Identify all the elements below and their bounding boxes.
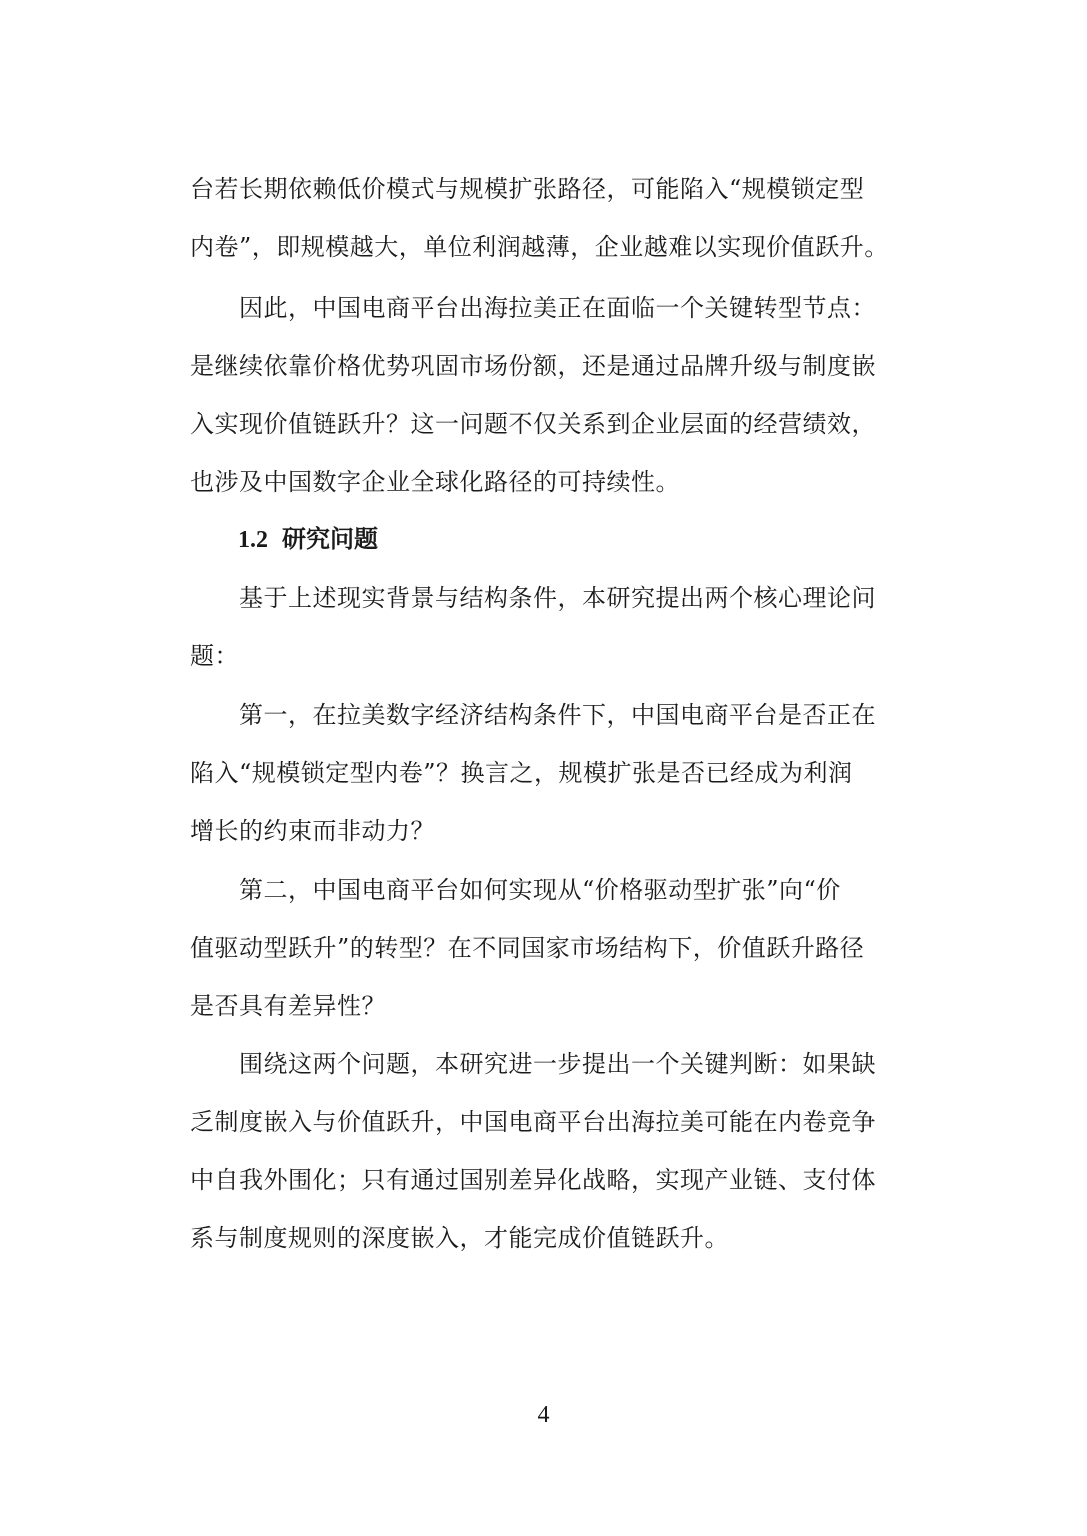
section-number: 1.2 [238,527,268,553]
body-text-line: 台若长期依赖低价模式与规模扩张路径，可能陷入“规模锁定型 [190,175,865,203]
section-title: 研究问题 [282,524,378,553]
body-text-line: 第二，中国电商平台如何实现从“价格驱动型扩张”向“价 [190,876,841,904]
body-text-line: 入实现价值链跃升？这一问题不仅关系到企业层面的经营绩效， [190,410,876,438]
body-text-line: 是否具有差异性？ [190,992,386,1020]
body-text-line: 基于上述现实背景与结构条件，本研究提出两个核心理论问 [190,584,876,612]
body-text-line: 题： [190,642,239,670]
body-text-line: 增长的约束而非动力？ [190,817,435,845]
page-number: 4 [537,1402,550,1428]
body-text-line: 中自我外围化；只有通过国别差异化战略，实现产业链、支付体 [190,1166,876,1194]
body-text-line: 因此，中国电商平台出海拉美正在面临一个关键转型节点： [190,294,876,322]
body-text-line: 乏制度嵌入与价值跃升，中国电商平台出海拉美可能在内卷竞争 [190,1108,876,1136]
body-text-line: 系与制度规则的深度嵌入，才能完成价值链跃升。 [190,1224,729,1252]
body-text-line: 值驱动型跃升”的转型？在不同国家市场结构下，价值跃升路径 [190,934,865,962]
body-text-line: 内卷”，即规模越大，单位利润越薄，企业越难以实现价值跃升。 [190,233,889,261]
body-text-line: 第一，在拉美数字经济结构条件下，中国电商平台是否正在 [190,701,876,729]
body-text-line: 陷入“规模锁定型内卷”？换言之，规模扩张是否已经成为利润 [190,759,853,787]
body-text-line: 也涉及中国数字企业全球化路径的可持续性。 [190,468,680,496]
body-text-line: 是继续依靠价格优势巩固市场份额，还是通过品牌升级与制度嵌 [190,352,876,380]
body-text-line: 围绕这两个问题，本研究进一步提出一个关键判断：如果缺 [190,1050,876,1078]
section-heading [238,524,378,555]
